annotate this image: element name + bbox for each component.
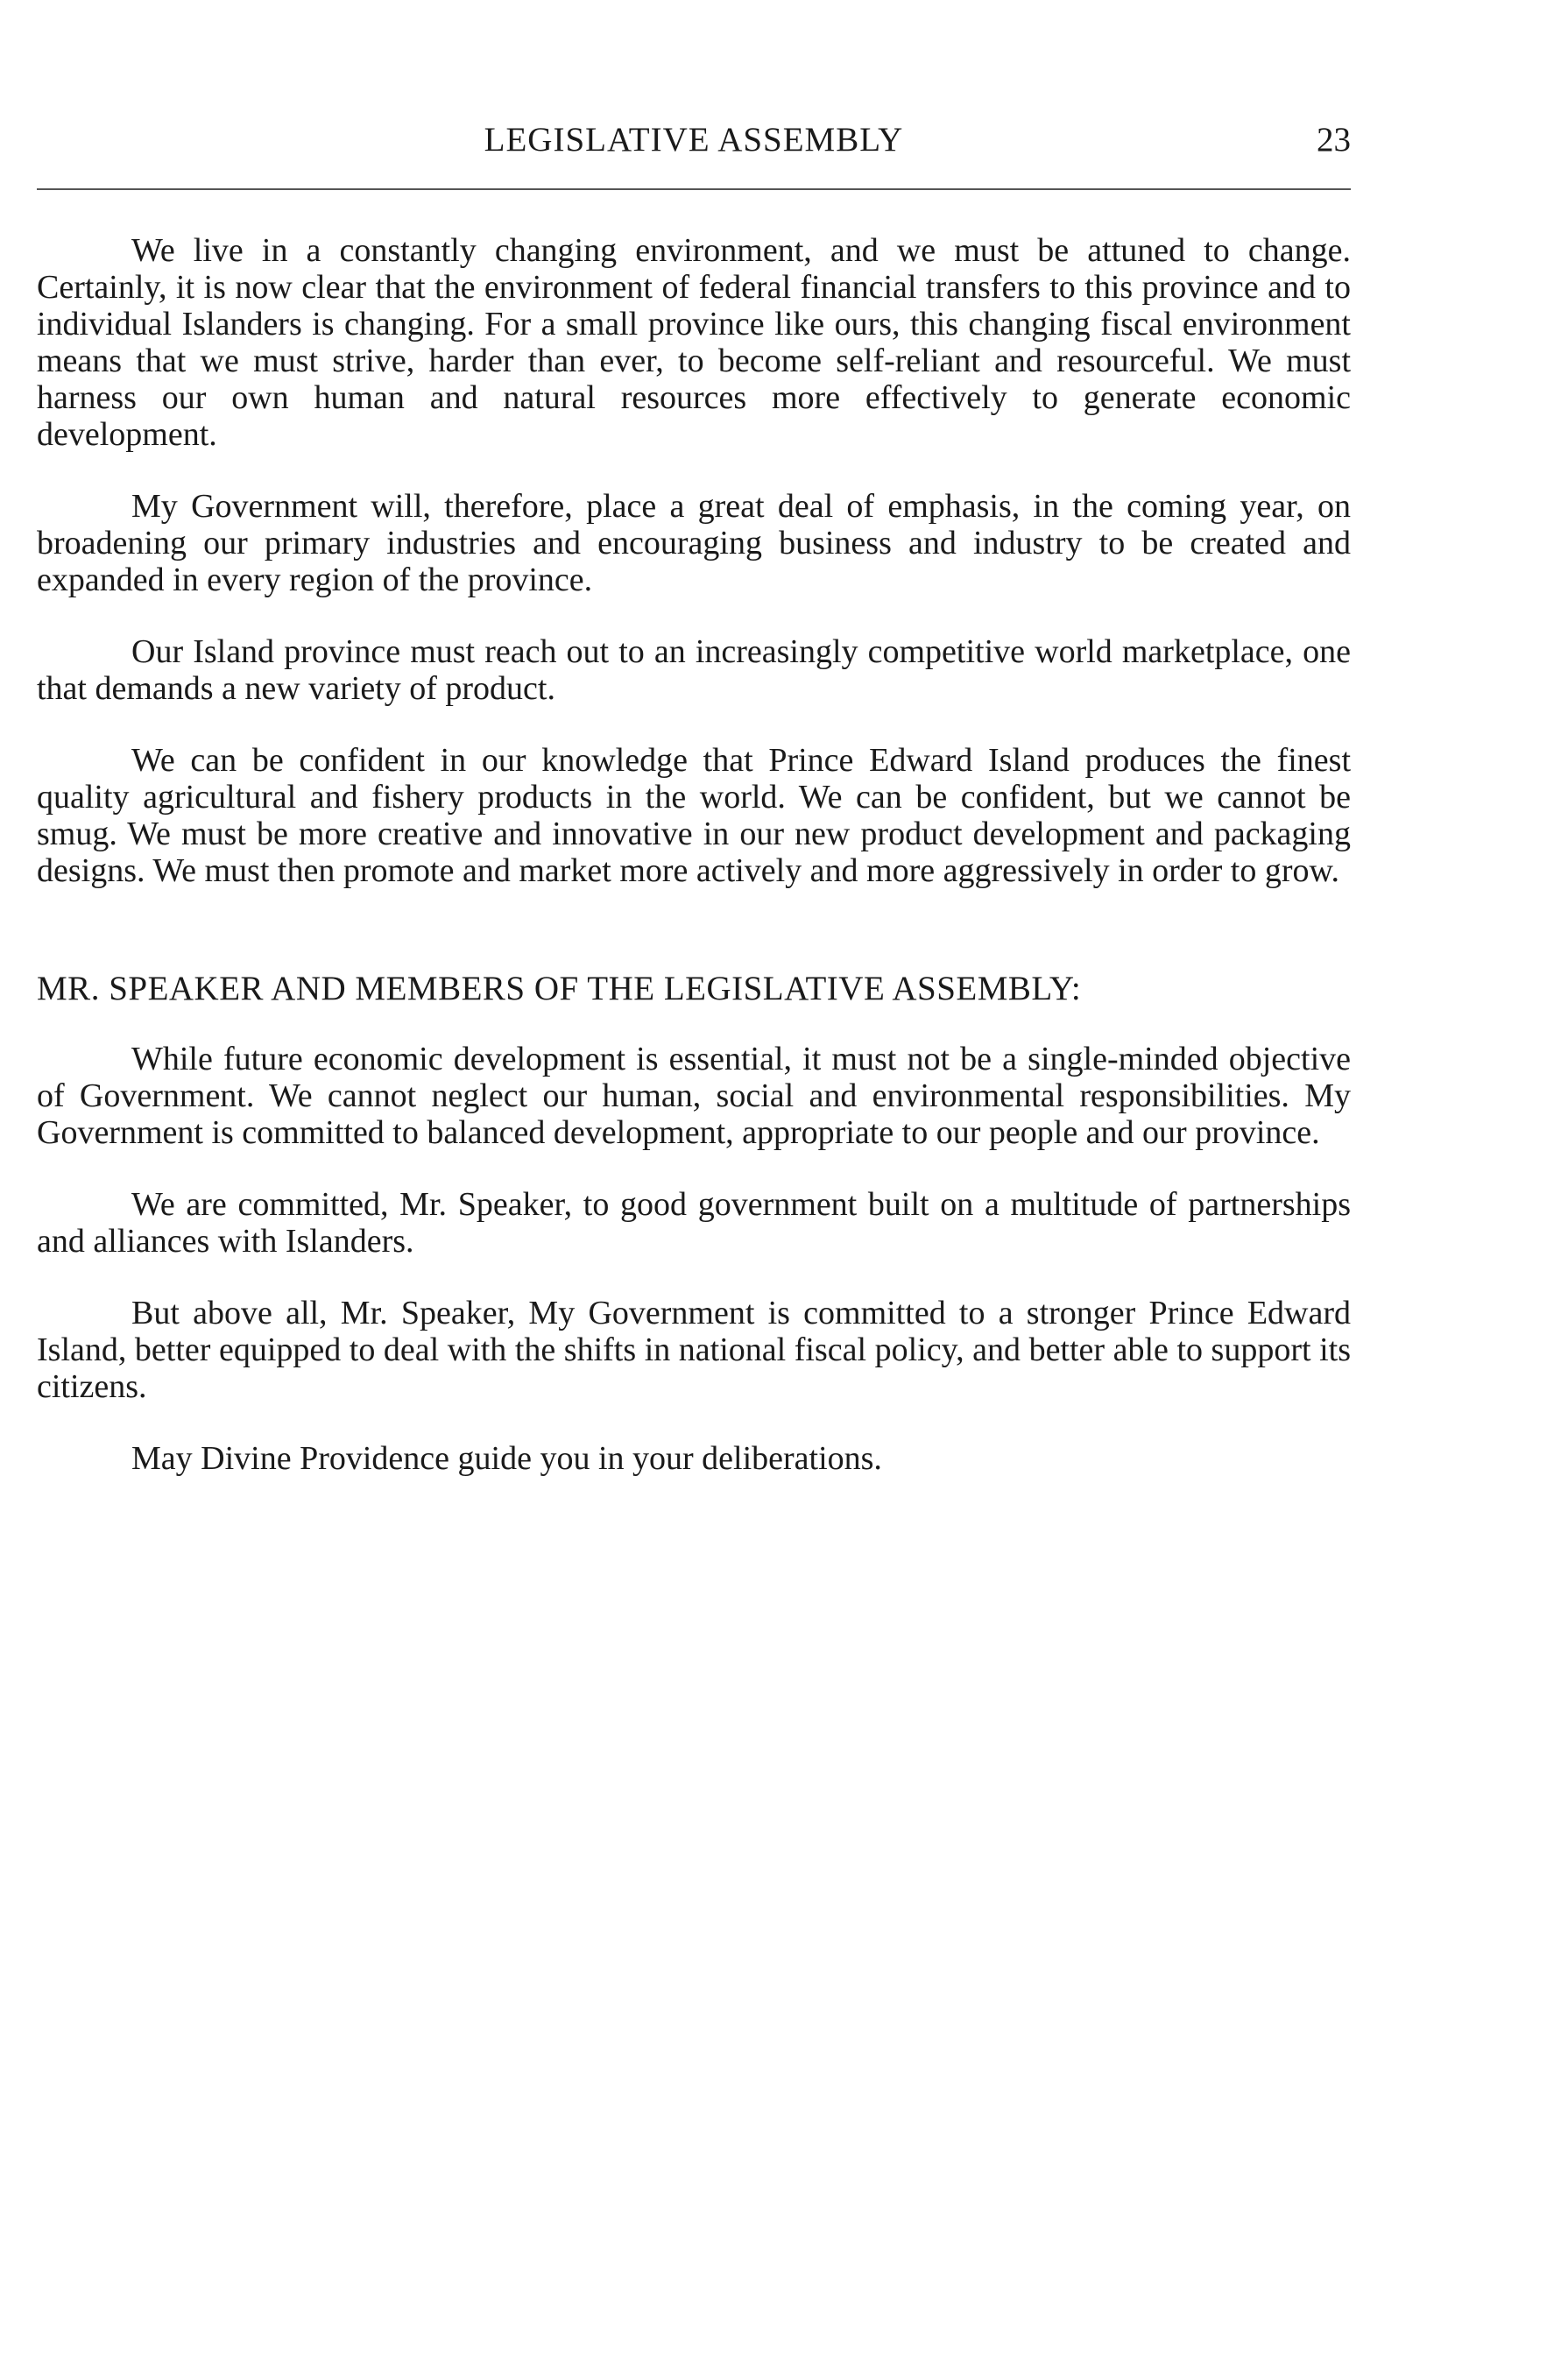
paragraph: May Divine Providence guide you in your deliberations. [131,1440,882,1477]
page-number: 23 [1317,121,1351,159]
paragraph: While future economic development is essential, it must not be a single-minded objective of Government. We cannot neglect our human, social and environmental responsibilities. My Government is committed to balanced development, appropriate to our people and our province. [37,1041,1351,1151]
paragraph: But above all, Mr. Speaker, My Government is committed to a stronger Prince Edward Island, better equipped to deal with the shifts in national fiscal policy, and better able to support its citizens. [37,1295,1351,1405]
paragraph: Our Island province must reach out to an increasingly competitive world marketplace, one that demands a new variety of product. [37,633,1351,707]
header-title: LEGISLATIVE ASSEMBLY [484,121,904,159]
body-text [37,232,1351,1512]
paragraph: We are committed, Mr. Speaker, to good government built on a multitude of partnerships and alliances with Islanders. [37,1186,1351,1260]
running-header [37,114,1351,166]
paragraph: We live in a constantly changing environment, and we must be attuned to change. Certainly, it is now clear that the environment of federal financial transfers to this province and to individual Islanders is changing. For a small province like ours, this changing fiscal environment means that we must strive, harder than ever, to become self-reliant and resourceful. We must harness our own human and natural resources more effectively to generate economic development. [37,232,1351,453]
section-heading: MR. SPEAKER AND MEMBERS OF THE LEGISLATIVE ASSEMBLY: [37,970,1082,1007]
paragraph: We can be confident in our knowledge that Prince Edward Island produces the finest quality agricultural and fishery products in the world. We can be confident, but we cannot be smug. We must be more creative and innovative in our new product development and packaging designs. We must then promote and market more actively and more aggressively in order to grow. [37,742,1351,889]
header-rule [37,188,1351,190]
paragraph: My Government will, therefore, place a great deal of emphasis, in the coming year, on broadening our primary industries and encouraging business and industry to be created and expanded in every region of the province. [37,488,1351,598]
